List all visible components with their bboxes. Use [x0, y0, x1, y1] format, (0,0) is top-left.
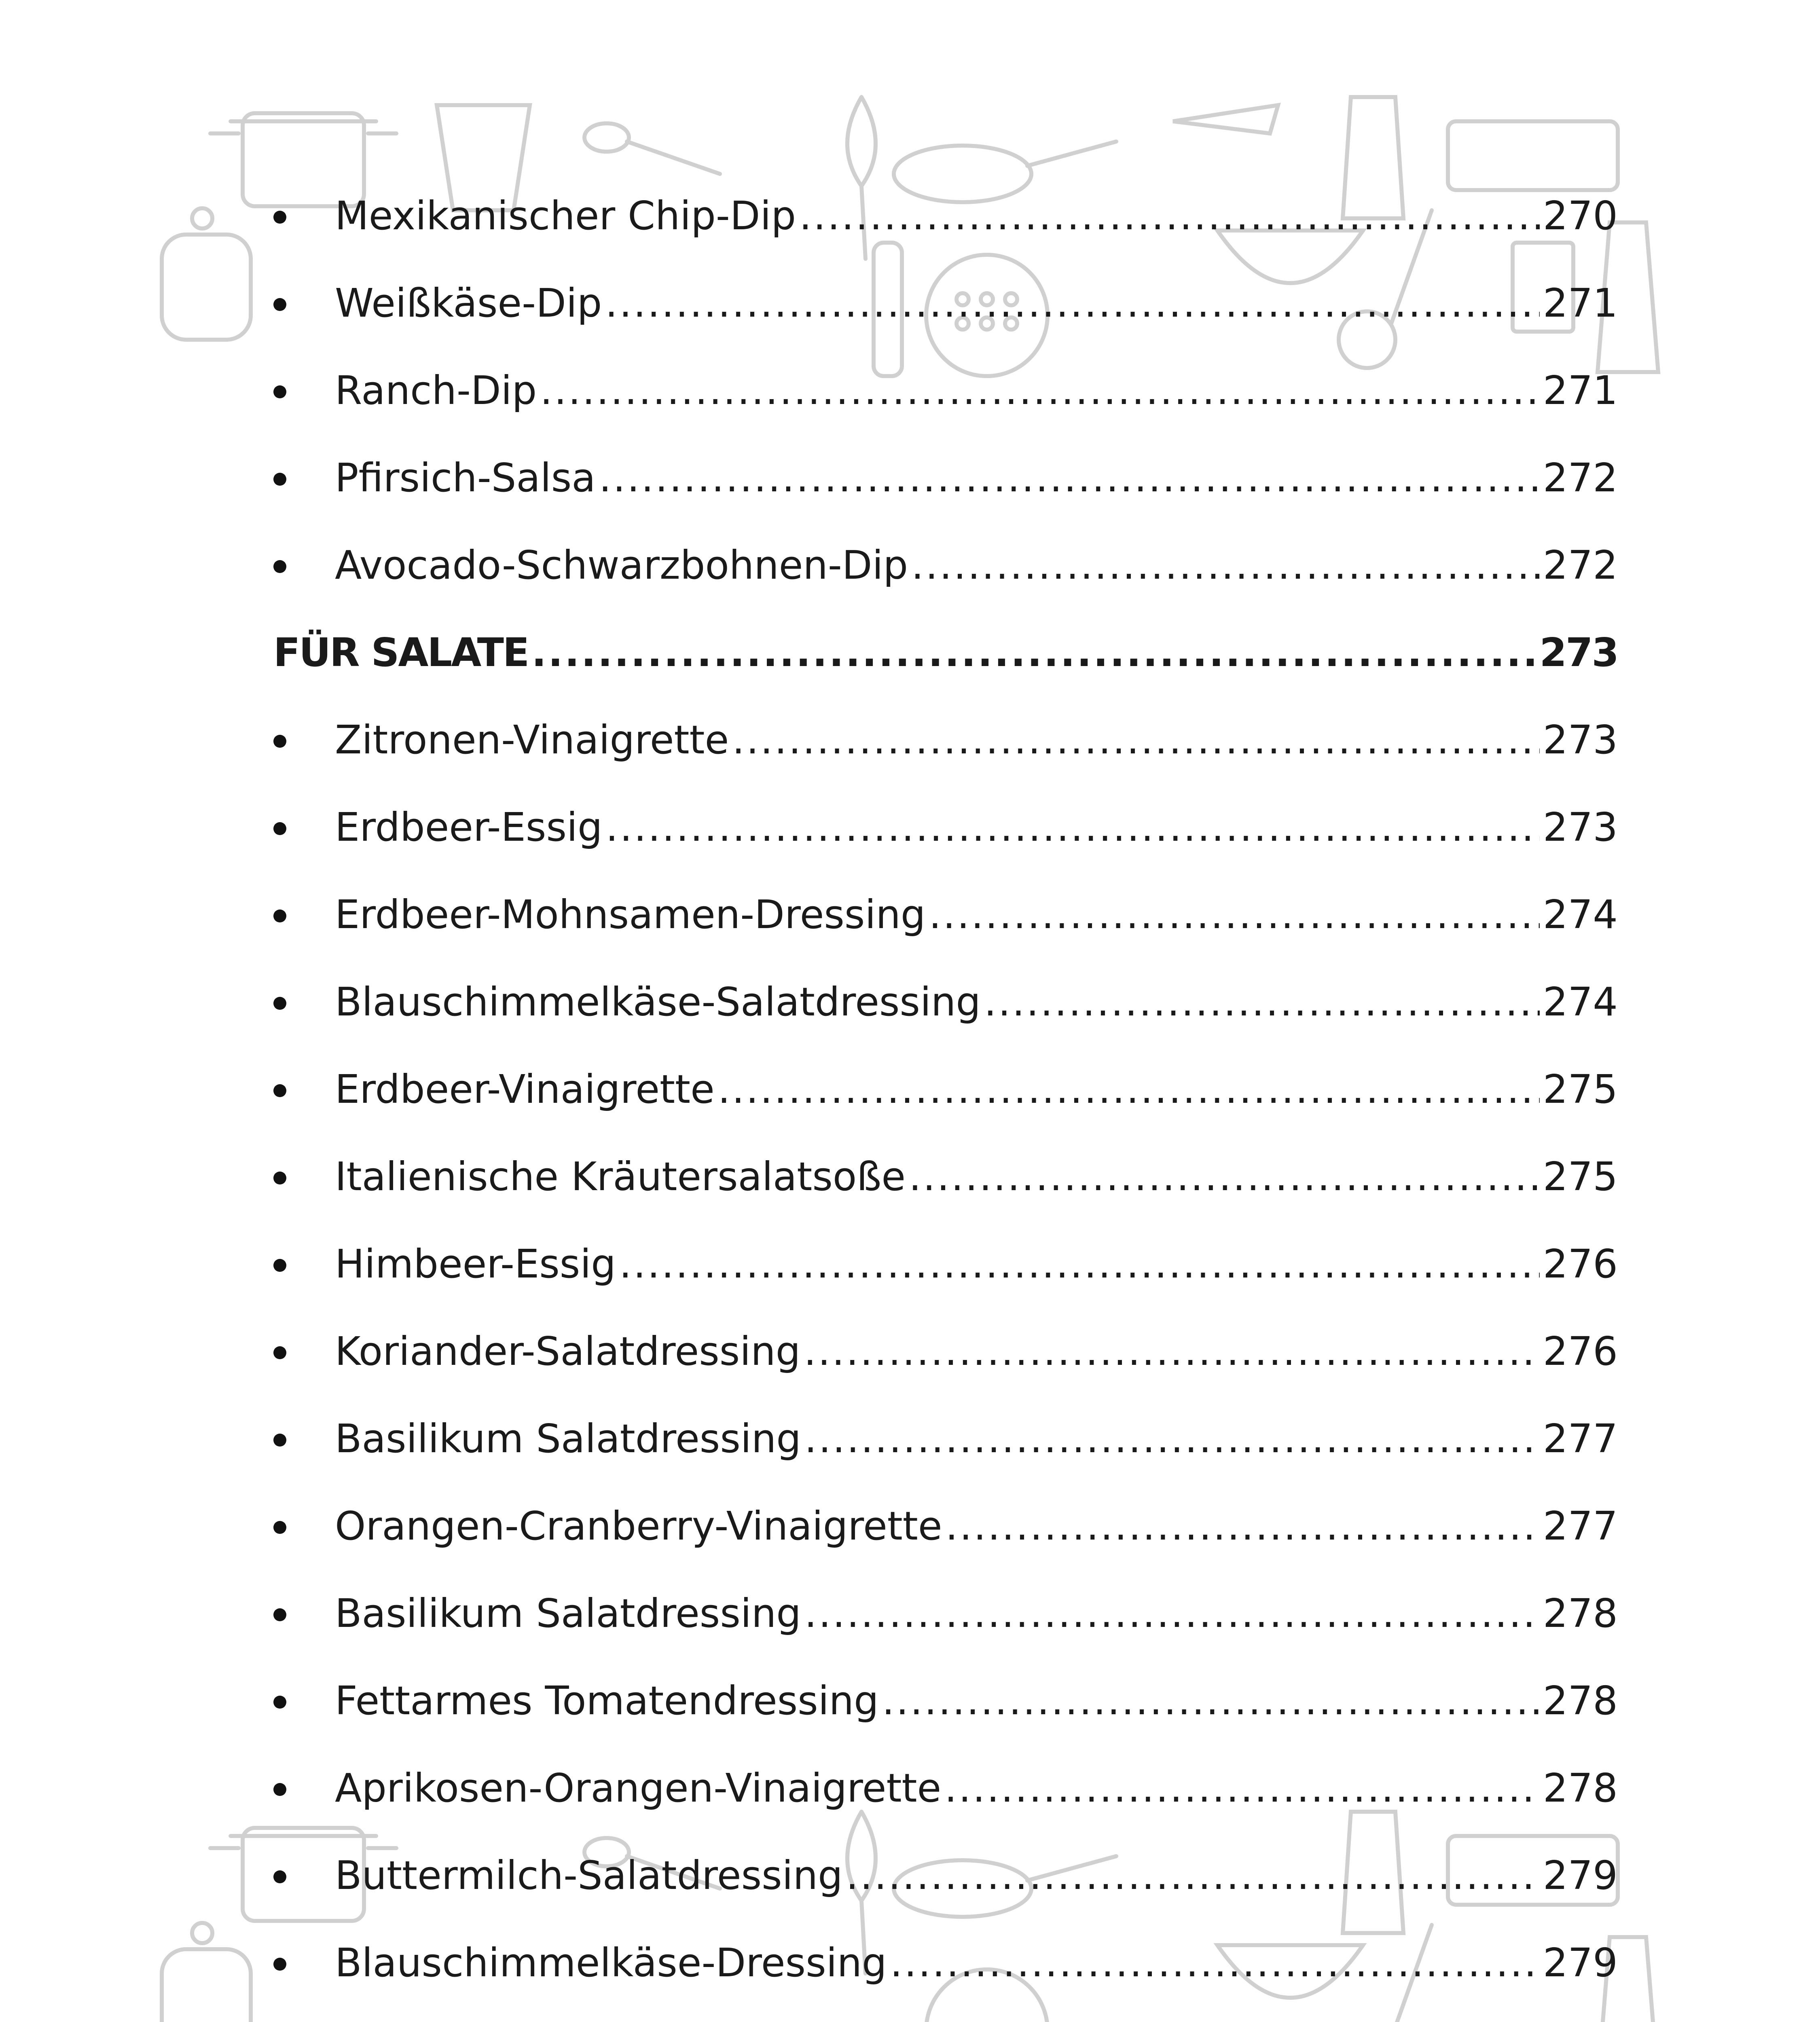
toc-entry-title: Koriander-Salatdressing — [335, 1328, 801, 1374]
lidded-pot-icon — [162, 1923, 251, 2022]
toc-entry[interactable] — [273, 717, 1618, 808]
dot-leader — [606, 808, 1540, 847]
toc-page-number: 275 — [1543, 1154, 1618, 1199]
toc-entry-line — [335, 1241, 1618, 1287]
dot-leader — [718, 1070, 1540, 1109]
toc-entry-title: Zitronen-Vinaigrette — [335, 717, 729, 763]
dot-leader — [890, 1943, 1540, 1982]
toc-entry-title: Avocado-Schwarzbohnen-Dip — [335, 542, 908, 588]
bullet-icon — [273, 1608, 286, 1621]
dot-leader — [804, 1332, 1540, 1371]
toc-page-number: 278 — [1543, 1591, 1618, 1636]
toc-page-number: 276 — [1543, 1241, 1618, 1287]
cooking-pot-icon — [210, 113, 396, 206]
toc-entry-title: Basilikum Salatdressing — [335, 1591, 801, 1636]
dot-leader — [944, 1768, 1540, 1808]
toc-entry[interactable] — [273, 1940, 1618, 2022]
toc-entry[interactable] — [273, 1416, 1618, 1506]
toc-entry-line — [335, 1066, 1618, 1112]
lidded-pot-icon — [162, 208, 251, 340]
bullet-icon — [273, 1783, 286, 1796]
toc-entry-line — [335, 1416, 1618, 1462]
bullet-icon — [273, 1259, 286, 1272]
toc-entry-title: Weißkäse-Dip — [335, 280, 602, 326]
toc-entry-line — [335, 542, 1618, 588]
toc-entry-title: Buttermilch-Salatdressing — [335, 1853, 843, 1898]
toc-entry-title: Basilikum Salatdressing — [335, 1416, 801, 1462]
toc-entry-line — [335, 193, 1618, 239]
bullet-icon — [273, 1521, 286, 1534]
dot-leader — [799, 196, 1540, 235]
toc-entry[interactable] — [273, 1154, 1618, 1244]
dot-leader — [909, 1157, 1540, 1196]
bullet-icon — [273, 1172, 286, 1184]
toc-page-number: 278 — [1543, 1678, 1618, 1724]
toc-page-number: 271 — [1543, 280, 1618, 326]
toc-section-heading[interactable] — [273, 630, 1618, 720]
toc-entry-line — [335, 717, 1618, 763]
toc-entry-line — [335, 1154, 1618, 1199]
toc-entry-line — [335, 1765, 1618, 1811]
toc-page-number: 272 — [1543, 542, 1618, 588]
toc-page-number: 277 — [1543, 1416, 1618, 1462]
toc-entry[interactable] — [273, 542, 1618, 633]
bullet-icon — [273, 1870, 286, 1883]
toc-entry-line — [335, 1853, 1618, 1898]
toc-entry-line — [273, 630, 1618, 675]
toc-page-number: 279 — [1543, 1940, 1618, 1986]
bullet-icon — [273, 1434, 286, 1447]
toc-page-number: 276 — [1543, 1328, 1618, 1374]
toc-entry-line — [335, 280, 1618, 326]
frying-pan-icon — [894, 142, 1116, 202]
bullet-icon — [273, 473, 286, 486]
toc-entry-title: FÜR SALATE — [273, 630, 529, 675]
toc-entry-title: Erdbeer-Vinaigrette — [335, 1066, 715, 1112]
toc-entry-line — [335, 455, 1618, 501]
toc-entry-line — [335, 1940, 1618, 1986]
toc-entry-title: Fettarmes Tomatendressing — [335, 1678, 879, 1724]
toc-entry[interactable] — [273, 1241, 1618, 1332]
toc-entry-title: Blauschimmelkäse-Salatdressing — [335, 979, 981, 1025]
toc-entry[interactable] — [273, 1591, 1618, 1681]
dot-leader — [882, 1681, 1540, 1720]
bullet-icon — [273, 909, 286, 922]
cake-tin-icon — [1448, 121, 1618, 190]
toc-entry-title: Mexikanischer Chip-Dip — [335, 193, 796, 239]
bullet-icon — [273, 822, 286, 835]
dot-leader — [929, 895, 1539, 934]
toc-entry-line — [335, 368, 1618, 413]
dot-leader — [619, 1244, 1540, 1284]
toc-entry-title: Blauschimmelkäse-Dressing — [335, 1940, 887, 1986]
toc-page-number: 275 — [1543, 1066, 1618, 1112]
toc-entry-title: Orangen-Cranberry-Vinaigrette — [335, 1503, 942, 1549]
toc-page-number: 271 — [1543, 368, 1618, 413]
table-of-contents — [273, 193, 1618, 2022]
bullet-icon — [273, 997, 286, 1010]
toc-entry[interactable] — [273, 1678, 1618, 1768]
toc-page-number: 279 — [1543, 1853, 1618, 1898]
toc-entry-title: Erdbeer-Essig — [335, 804, 603, 850]
bullet-icon — [273, 560, 286, 573]
toc-entry-title: Italienische Kräutersalatsoße — [335, 1154, 906, 1199]
bullet-icon — [273, 1346, 286, 1359]
dot-leader — [911, 546, 1540, 585]
dot-leader — [804, 1419, 1540, 1458]
toc-entry[interactable] — [273, 193, 1618, 283]
toc-entry[interactable] — [273, 1328, 1618, 1419]
toc-entry-line — [335, 979, 1618, 1025]
toc-entry[interactable] — [273, 892, 1618, 982]
toc-entry[interactable] — [273, 804, 1618, 895]
bullet-icon — [273, 298, 286, 311]
dot-leader — [599, 458, 1540, 497]
toc-entry-title: Himbeer-Essig — [335, 1241, 616, 1287]
toc-entry-line — [335, 892, 1618, 937]
toc-entry-line — [335, 1678, 1618, 1724]
toc-entry[interactable] — [273, 455, 1618, 546]
toc-entry[interactable] — [273, 368, 1618, 458]
toc-page-number: 274 — [1543, 892, 1618, 937]
toc-page-number: 272 — [1543, 455, 1618, 501]
bullet-icon — [273, 211, 286, 224]
toc-entry-title: Pfirsich-Salsa — [335, 455, 596, 501]
bullet-icon — [273, 735, 286, 748]
dot-leader — [846, 1856, 1540, 1895]
spoon-icon — [584, 123, 720, 174]
dot-leader — [540, 371, 1540, 410]
toc-entry-line — [335, 1591, 1618, 1636]
dot-leader — [984, 982, 1540, 1022]
toc-page-number: 273 — [1543, 717, 1618, 763]
dot-leader — [605, 283, 1540, 323]
dot-leader — [732, 720, 1540, 759]
toc-entry[interactable] — [273, 1853, 1618, 1943]
toc-entry[interactable] — [273, 280, 1618, 371]
toc-page-number: 273 — [1539, 630, 1618, 675]
dot-leader — [946, 1506, 1540, 1546]
toc-entry[interactable] — [273, 1503, 1618, 1594]
bullet-icon — [273, 385, 286, 398]
toc-page-number: 274 — [1543, 979, 1618, 1025]
toc-page-number: 277 — [1543, 1503, 1618, 1549]
toc-entry-line — [335, 804, 1618, 850]
dot-leader — [804, 1594, 1540, 1633]
toc-entry[interactable] — [273, 1765, 1618, 1856]
toc-entry[interactable] — [273, 979, 1618, 1070]
toc-entry-title: Erdbeer-Mohnsamen-Dressing — [335, 892, 926, 937]
toc-entry-line — [335, 1503, 1618, 1549]
toc-entry-title: Aprikosen-Orangen-Vinaigrette — [335, 1765, 942, 1811]
toc-page-number: 273 — [1543, 804, 1618, 850]
toc-entry-title: Ranch-Dip — [335, 368, 537, 413]
toc-page-number: 278 — [1543, 1765, 1618, 1811]
knife-icon — [1173, 105, 1278, 133]
dot-leader — [531, 633, 1536, 672]
bullet-icon — [273, 1084, 286, 1097]
toc-entry-line — [335, 1328, 1618, 1374]
toc-page-number: 270 — [1543, 193, 1618, 239]
bullet-icon — [273, 1958, 286, 1971]
toc-entry[interactable] — [273, 1066, 1618, 1157]
bullet-icon — [273, 1696, 286, 1709]
